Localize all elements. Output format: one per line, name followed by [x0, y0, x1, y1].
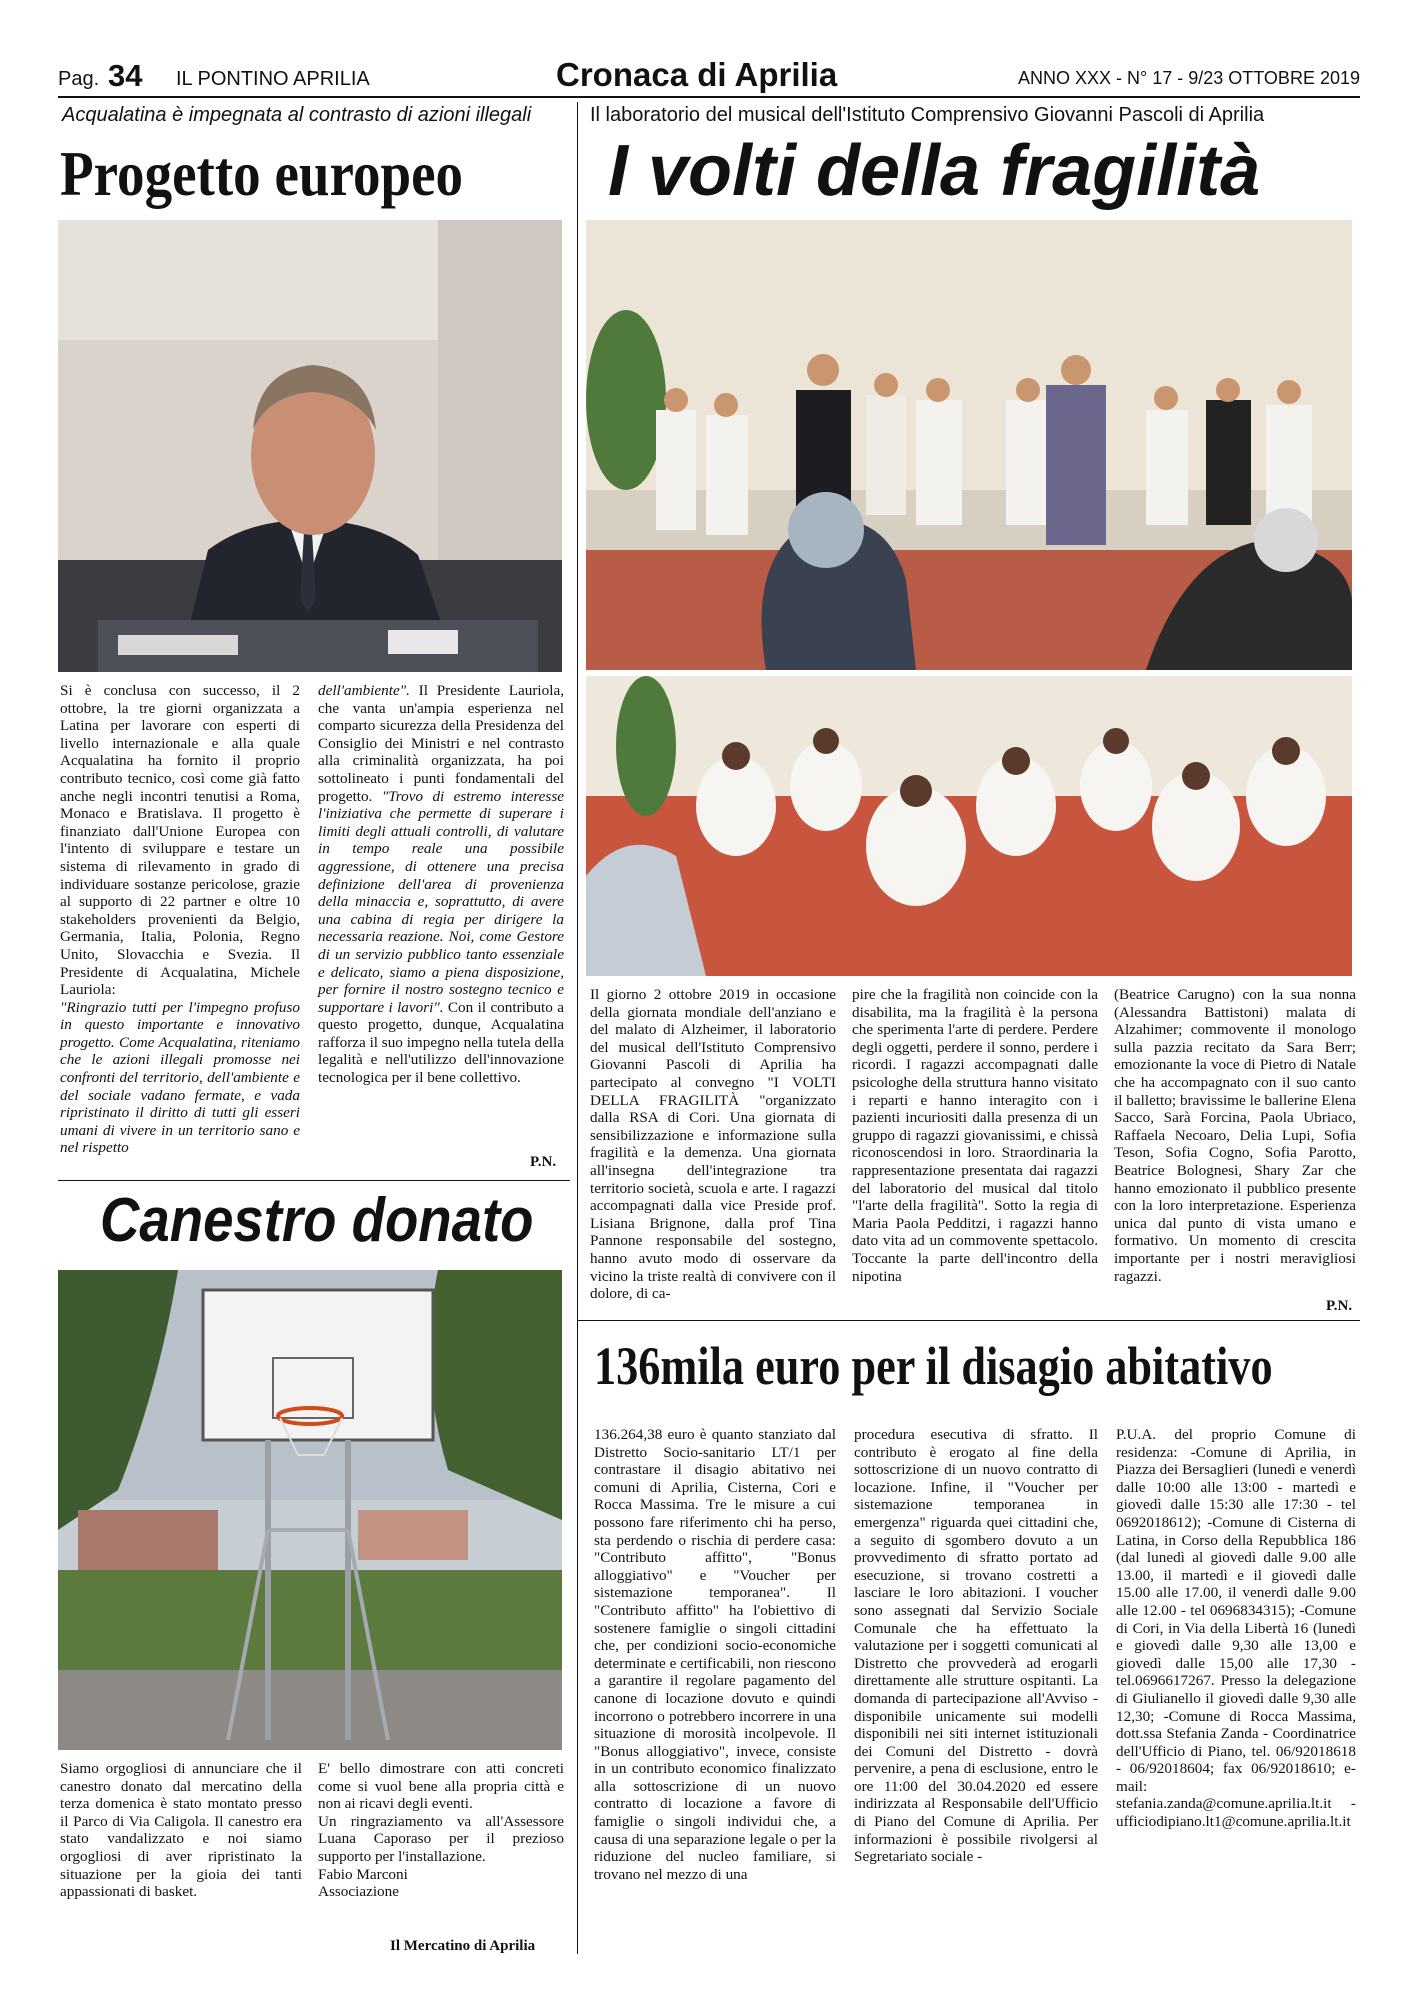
abitativo-col-2: procedura esecutiva di sfratto. Il contributo è erogato al fine della sottoscrizione di un nuovo contratto di locazione. Infine, il "Voucher per sistemazione temporanea in emergenza" riguarda quei cittadini che, a seguito di sgombero dovuto a un provvedimento di sfratto portato ad esecuzione, si trovano costretti a lasciare le loro abitazioni. I voucher sono assegnati dal Servizio Sociale Comunale che ha effettuato la valutazione per i soggetti comunicati al Distretto che provvederà ad erogarli direttamente alle strutture ospitanti. La domanda di partecipazione all'Avviso - disponibile unicamente sui modelli disponibili nei siti internet istituzionali dei Comuni del Distretto - dovrà pervenire, a pena di esclusione, entro le ore 11:00 del 30.04.2020 ed essere indirizzata al Responsabile dell'Ufficio di Piano del Comune di Aprilia. Per informazioni è possibile rivolgersi al Segretariato sociale - — [854, 1426, 1098, 1866]
right-col-1: Il giorno 2 ottobre 2019 in occasione della giornata mondiale dell'anziano e del malato di Alzheimer, il laboratorio del musical dell'Istituto Comprensivo Giovanni Pascoli di Aprilia ha partecipato al convegno "I VOLTI DELLA FRAGILITÀ "organizzato dalla RSA di Cori. Una giornata di sensibilizzazione e informazione sulla fragilità e la demenza. Una giornata all'insegna dell'integrazione tra territorio società, scuola e arte. I ragazzi accompagnati dalla vice Preside prof. Lisiana Brignone, dalla prof Tina Pannone responsabile del sostegno, hanno avuto modo di osservare da vicino la triste realtà di convivere con il dolore, di ca- — [590, 986, 836, 1303]
column-divider-bottom — [577, 1394, 578, 1954]
left-col-2 — [318, 682, 564, 1087]
column-divider-top — [577, 102, 578, 1394]
right-col-3: (Beatrice Carugno) con la sua nonna (Alessandra Battistoni) malata di Alzahimer; commovente il monologo sulla pazzia recitato da Sara Berr; emozionante la voce di Pietro di Natale che ha accompagnato con il suo canto il balletto; bravissime le ballerine Elena Sacco, Sarà Forcina, Paola Ubriaco, Raffaela Necoaro, Delia Lupi, Sofia Teson, Sofia Cogno, Sofia Parotto, Beatrice Bolognesi, Shary Zar che hanno emozionato il pubblico presente con la loro interpretazione. Esperienza unica dal punto di vista umano e formativo. Un momento di crescita importante per i nostri meravigliosi ragazzi. — [1114, 986, 1356, 1285]
left-col-1 — [60, 682, 300, 1157]
basketball-photo — [58, 1270, 562, 1750]
left-signature: P.N. — [530, 1154, 557, 1170]
right-title: I volti della fragilità — [608, 131, 1261, 211]
canestro-line-3: Fabio Marconi — [318, 1865, 408, 1883]
canestro-col-1: Siamo orgogliosi di annunciare che il canestro donato dal mercatino della terza domenica è stato montato presso il Parco di Via Caligola. Il canestro era stato vandalizzato e noi siamo orgogliosi di aver ripristinato la situazione per la gioia dei tanti appassionati di basket. — [60, 1760, 302, 1901]
pag-label: Pag. — [58, 68, 100, 90]
divider-abitativo — [578, 1320, 1360, 1321]
section-title: Cronaca di Aprilia — [556, 56, 838, 93]
canestro-col-2 — [318, 1760, 564, 1901]
left-col2-p4: Con il contributo a questo progetto, dunque, Acqualatina rafforza il suo impegno nella tutela della legalità e nell'utilizzo dell'innovazione tecnologica per il bene collettivo. — [318, 998, 565, 1087]
abitativo-col-1: 136.264,38 euro è quanto stanziato dal Distretto Socio-sanitario LT/1 per contrastare il disagio abitativo nei comuni di Aprilia, Cisterna, Cori e Rocca Massima. Tre le misure a cui possono fare riferimento chi ha perso, sta perdendo o rischia di perdere casa: "Contributo affitto", "Bonus alloggiativo" e "Voucher per sistemazione temporanea". Il "Contributo affitto" ha l'obiettivo di sostenere famiglie o singoli cittadini che, per condizioni socio-economiche determinate e certificabili, non riescono a garantire il regolare pagamento del canone di locazione dovuto e quindi incorrono o potrebbero incorrere in una situazione di morosità incolpevole. Il "Bonus alloggiativo", invece, consiste in un contributo economico finalizzato alla sottoscrizione di un nuovo contratto di locazione a favore di famiglie o singoli individui che, a causa di una separazione legale o per la riduzione del nucleo familiare, si trovano nel mezzo di una — [594, 1426, 836, 1883]
portrait-photo — [58, 220, 562, 672]
canestro-line-4: Associazione — [318, 1883, 399, 1901]
header-rule — [58, 96, 1360, 98]
abitativo-col-3: P.U.A. del proprio Comune di residenza: -Comune di Aprilia, in Piazza dei Bersaglieri (lunedì e venerdì dalle 10:00 alle 13:00 - martedì e giovedì dalle 15:30 alle 17:30 - tel 0692018612); -Comune di Cisterna di Latina, in Corso della Repubblica 186 (dal lunedì al giovedì dalle 9.00 alle 13.00, il martedì e il giovedì dalle 15.00 alle 17.00, il venerdì dalle 9.00 alle 12.00 - tel 0696834315); -Comune di Cori, in Via della Libertà 16 (lunedì e giovedì dalle 9,30 alle 13,00 e giovedì dalle 15,00 alle 17,30 - tel.0696617267. Presso la delegazione di Giulianello il giovedì dalle 9,30 alle 12,30; -Comune di Rocca Massima, dott.ssa Stefania Zanda - Coordinatrice dell'Ufficio di Piano, tel. 06/92018618 - 06/92018604; fax 06/92018610; e-mail: stefania.zanda@comune.aprilia.lt.it - ufficiodipiano.lt1@comune.aprilia.lt.it — [1116, 1426, 1356, 1831]
left-col2-p2: Il Presidente Lauriola, che vanta un'ampia esperienza nel comparto sicurezza della Presidenza del Consiglio dei Ministri e nel contrasto alla criminalità organizzata, ha poi sottolineato i punti fondamentali del progetto. — [318, 682, 564, 805]
left-col2-p3: "Trovo di estremo interesse l'iniziativa che permette di superare i limiti degli attuali controlli, di valutare in tempo reale una possibile aggressione, di ottenere una precisa definizione dell'area di provenienza della minaccia e, soprattutto, di avere una cabina di regia per dirigere la necessaria reazione. Noi, come Gestore di un servizio pubblico tanto essenziale e delicato, siamo a piena disposizione, per fornire il nostro sostegno tecnico e supportare i lavori". — [318, 787, 564, 1016]
canestro-line-2: Un ringraziamento va all'Assessore Luana Caporaso per il prezioso supporto per l'installazione. — [318, 1812, 564, 1865]
page-number: 34 — [108, 58, 143, 93]
right-signature: P.N. — [1326, 1298, 1353, 1314]
divider-canestro — [58, 1180, 570, 1181]
left-col1-para1: Si è conclusa con successo, il 2 ottobre, la tre giorni organizzata a Latina per lavorare con esperti di livello internazionale e alla quale Acqualatina ha fornito il proprio contributo tecnico, così come già fatto anche negli incontri tenutisi a Roma, Monaco e Bratislava. Il progetto è finanziato dall'Unione Europea con l'intento di sviluppare e testare un sistema di rilevamento in grado di individuare sostanze pericolose, grazie al supporto di 22 partner e oltre 10 stakeholders provenienti da Belgio, Germania, Italia, Polonia, Regno Unito, Slovacchia e Svezia. Il Presidente di Acqualatina, Michele Lauriola: — [60, 682, 300, 999]
abitativo-title: 136mila euro per il disagio abitativo — [594, 1336, 1273, 1396]
canestro-signature: Il Mercatino di Aprilia — [390, 1938, 536, 1954]
publication-name: IL PONTINO APRILIA — [176, 68, 370, 90]
left-col1-quote: "Ringrazio tutti per l'impegno profuso in questo importante e innovativo progetto. Come Acqualatina, riteniamo che le azioni illegali promosse nei confronti del territorio, dell'ambiente e del sociale vadano fermate, e vada ripristinato il diritto di tutti gli esseri umani di vivere in un territorio sano e nel rispetto — [60, 998, 300, 1157]
page-header — [58, 56, 1360, 94]
right-col-2: pire che la fragilità non coincide con la disabilita, ma la fragilità è la persona che sperimenta l'arte di perdere. Perdere degli oggetti, perdere il sonno, perdere i ricordi. I ragazzi accompagnati dalle psicologhe della struttura hanno visitato i reparti e hanno interagito con i pazienti incuriositi dalla presenza di un gruppo di ragazzi giovanissimi, e chissà riconoscendosi in loro. Straordinaria la rappresentazione presentata dai ragazzi del laboratorio del musical dal titolo "l'arte della fragilità". Sotto la regia di Maria Paola Pedditzi, i ragazzi hanno dato vita ad un commovente spettacolo. Toccante la parte dell'incontro della nipotina — [852, 986, 1098, 1285]
dance-photo — [586, 676, 1352, 976]
right-kicker: Il laboratorio del musical dell'Istituto Comprensivo Giovanni Pascoli di Aprilia — [590, 104, 1265, 126]
canestro-title: Canestro donato — [100, 1186, 534, 1255]
left-title: Progetto europeo — [60, 138, 464, 209]
issue-info: ANNO XXX - N° 17 - 9/23 OTTOBRE 2019 — [1018, 68, 1360, 88]
left-col2-p1: dell'ambiente". — [318, 682, 410, 699]
stage-photo — [586, 220, 1352, 670]
left-kicker: Acqualatina è impegnata al contrasto di azioni illegali — [62, 104, 532, 126]
canestro-line-1: E' bello dimostrare con atti concreti come si vuol bene alla propria città e non ai ricavi degli eventi. — [318, 1760, 564, 1813]
